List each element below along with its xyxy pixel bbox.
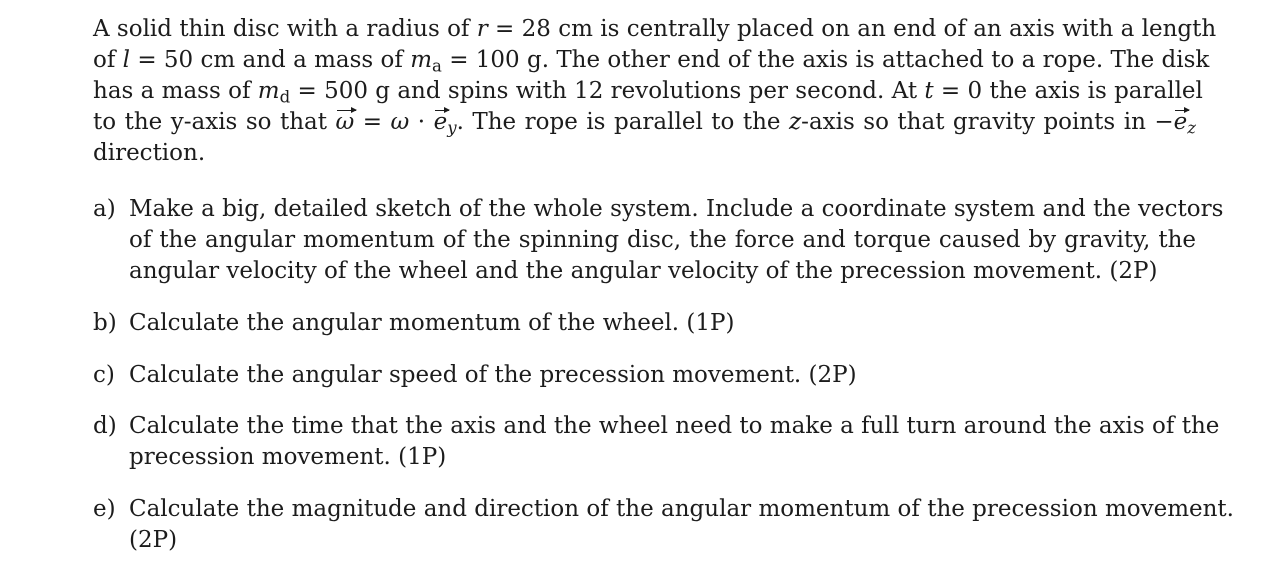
task-line: angular velocity of the wheel and the angular velocity of the precession movement. (2P) — [129, 258, 1158, 284]
task-line: Calculate the angular momentum of the wheel. (1P) — [129, 310, 735, 336]
task-label: c) — [93, 362, 115, 388]
task-line: Make a big, detailed sketch of the whole system. Include a coordinate system and the vectors — [129, 196, 1224, 222]
problem-line-3: has a mass of $m_d = 500$ g and spins with 12 revolutions per second. At t = 0 the axis is parallel — [93, 78, 1203, 107]
task-line: precession movement. (1P) — [129, 444, 447, 470]
problem-line-1: A solid thin disc with a radius of r = 28 cm is centrally placed on an end of an axis with a length — [93, 16, 1217, 42]
task-label: b) — [93, 310, 117, 336]
task-label: a) — [93, 196, 116, 222]
task-line: Calculate the magnitude and direction of the angular momentum of the precession movement. — [129, 496, 1234, 522]
task-line: Calculate the time that the axis and the wheel need to make a full turn around the axis of the — [129, 413, 1220, 439]
problem-line-5: direction. — [93, 140, 206, 166]
problem-line-2: of l = 50 cm and a mass of $m_a = 100$ g. The other end of the axis is attached to a rope. The disk — [93, 47, 1210, 76]
task-line: (2P) — [129, 527, 178, 553]
problem-line-4: to the y-axis so that $\omega = \omega \cdot e_y$. The rope is parallel to the z-axis so that gravity points in $-e_z$ — [93, 109, 1196, 138]
task-label: d) — [93, 413, 117, 439]
task-line: Calculate the angular speed of the precession movement. (2P) — [129, 362, 857, 388]
task-line: of the angular momentum of the spinning disc, the force and torque caused by gravity, the — [129, 227, 1196, 253]
task-label: e) — [93, 496, 116, 522]
